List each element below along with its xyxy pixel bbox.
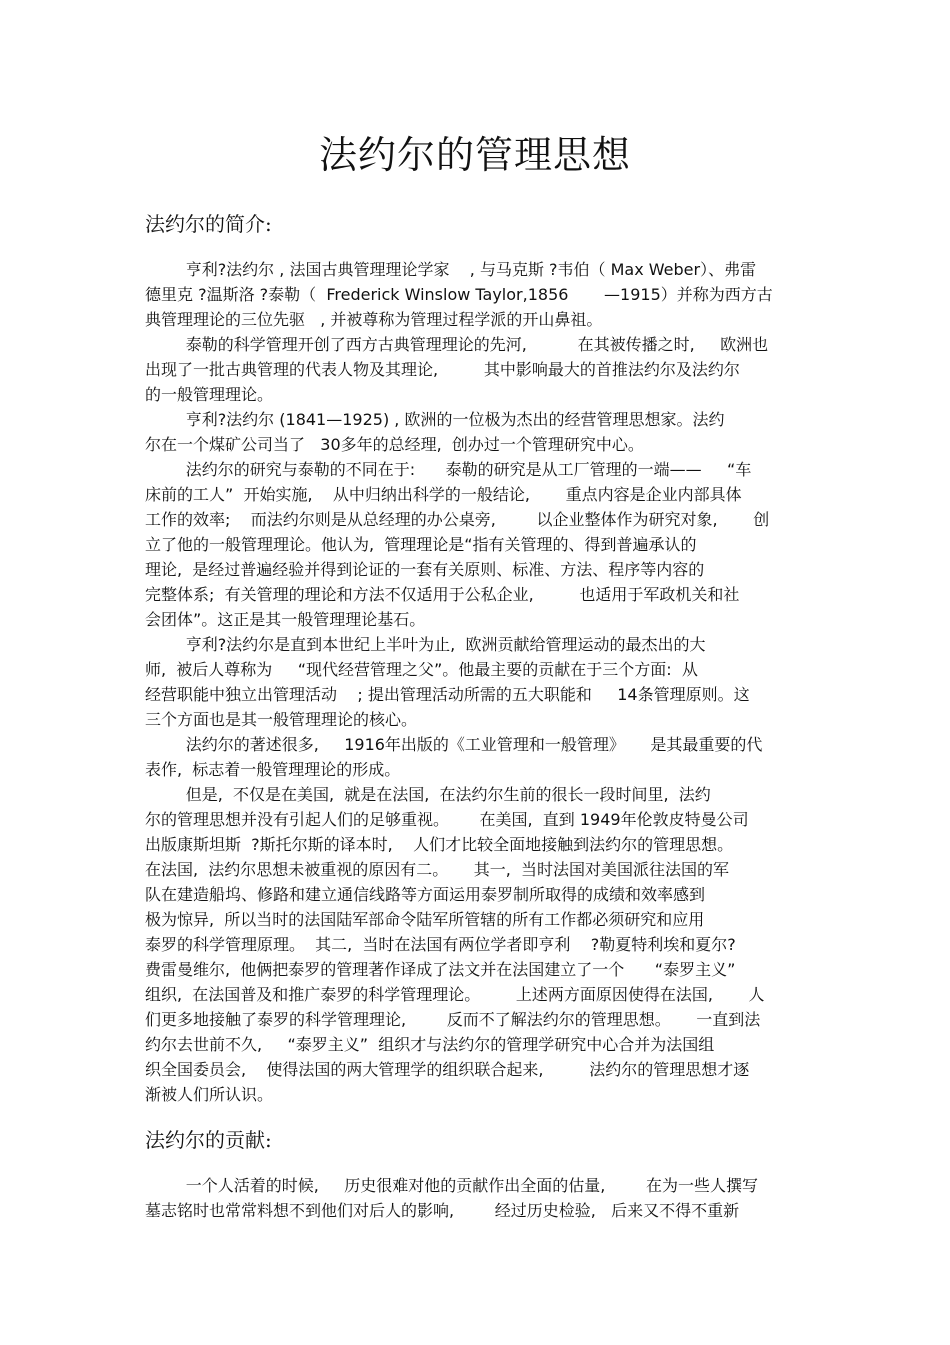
section-heading-contribution: 法约尔的贡献:: [145, 1128, 272, 1152]
text-line: 泰罗的科学管理原理。 其二, 当时在法国有两位学者即亨利 ?勒夏特利埃和夏尔?: [145, 935, 736, 954]
text-line: 经营职能中独立出管理活动 ; 提出管理活动所需的五大职能和 14条管理原则。这: [145, 685, 750, 704]
text-line: 床前的工人” 开始实施, 从中归纳出科学的一般结论, 重点内容是企业内部具体: [145, 485, 742, 504]
text-line: 极为惊异, 所以当时的法国陆军部命令陆军所管辖的所有工作都必须研究和应用: [145, 910, 705, 929]
text-line: 尔在一个煤矿公司当了 30多年的总经理, 创办过一个管理研究中心。: [145, 435, 644, 454]
text-line: 渐被人们所认识。: [145, 1085, 274, 1104]
text-line: 在法国, 法约尔思想未被重视的原因有二。 其一, 当时法国对美国派往法国的军: [145, 860, 729, 879]
text-line: 法约尔的著述很多, 1916年出版的《工业管理和一般管理》 是其最重要的代: [145, 735, 763, 754]
text-line: 工作的效率; 而法约尔则是从总经理的办公桌旁, 以企业整体作为研究对象, 创: [145, 510, 770, 529]
text-line: 出现了一批古典管理的代表人物及其理论, 其中影响最大的首推法约尔及法约尔: [145, 360, 740, 379]
text-line: 立了他的一般管理理论。他认为, 管理理论是“指有关管理的、得到普遍承认的: [145, 535, 697, 554]
text-line: 理论, 是经过普遍经验并得到论证的一套有关原则、标准、方法、程序等内容的: [145, 560, 705, 579]
text-line: 德里克 ?温斯洛 ?泰勒（ Frederick Winslow Taylor,1856 —1915）并称为西方古: [145, 285, 773, 304]
text-line: 亨利?法约尔 (1841—1925) , 欧洲的一位极为杰出的经营管理思想家。法约: [145, 410, 725, 429]
text-line: 典管理理论的三位先驱 , 并被尊称为管理过程学派的开山鼻祖。: [145, 310, 603, 329]
text-line: 法约尔的研究与泰勒的不同在于: 泰勒的研究是从工厂管理的一端—— “车: [145, 460, 752, 479]
page-title: 法约尔的管理思想: [318, 133, 631, 177]
text-line: 织全国委员会, 使得法国的两大管理学的组织联合起来, 法约尔的管理思想才逐: [145, 1060, 750, 1079]
text-line: 亨利?法约尔 , 法国古典管理理论学家 , 与马克斯 ?韦伯（ Max Weber）、弗雷: [145, 260, 757, 279]
text-line: 出版康斯坦斯 ?斯托尔斯的译本时, 人们才比较全面地接触到法约尔的管理思想。: [145, 835, 734, 854]
text-line: 们更多地接触了泰罗的科学管理理论, 反而不了解法约尔的管理思想。 一直到法: [145, 1010, 761, 1029]
text-line: 但是, 不仅是在美国, 就是在法国, 在法约尔生前的很长一段时间里, 法约: [145, 785, 711, 804]
text-line: 一个人活着的时候, 历史很难对他的贡献作出全面的估量, 在为一些人撰写: [145, 1176, 758, 1195]
text-line: 会团体”。这正是其一般管理理论基石。: [145, 610, 426, 629]
text-line: 尔的管理思想并没有引起人们的足够重视。 在美国, 直到 1949年伦敦皮特曼公司: [145, 810, 749, 829]
text-line: 的一般管理理论。: [145, 385, 274, 404]
text-line: 表作, 标志着一般管理理论的形成。: [145, 760, 401, 779]
section-heading-intro: 法约尔的简介:: [145, 212, 272, 236]
text-line: 组织, 在法国普及和推广泰罗的科学管理理论。 上述两方面原因使得在法国, 人: [145, 985, 765, 1004]
text-line: 队在建造船坞、修路和建立通信线路等方面运用泰罗制所取得的成绩和效率感到: [145, 885, 706, 904]
text-line: 完整体系; 有关管理的理论和方法不仅适用于公私企业, 也适用于军政机关和社: [145, 585, 740, 604]
text-line: 亨利?法约尔是直到本世纪上半叶为止, 欧洲贡献给管理运动的最杰出的大: [145, 635, 706, 654]
text-line: 费雷曼维尔, 他俩把泰罗的管理著作译成了法文并在法国建立了一个 “泰罗主义”: [145, 960, 736, 979]
text-line: 三个方面也是其一般管理理论的核心。: [145, 710, 418, 729]
text-line: 约尔去世前不久, “泰罗主义” 组织才与法约尔的管理学研究中心合并为法国组: [145, 1035, 715, 1054]
text-line: 泰勒的科学管理开创了西方古典管理理论的先河, 在其被传播之时, 欧洲也: [145, 335, 769, 354]
text-line: 墓志铭时也常常料想不到他们对后人的影响, 经过历史检验, 后来又不得不重新: [145, 1201, 740, 1220]
text-line: 师, 被后人尊称为 “现代经营管理之父”。他最主要的贡献在于三个方面: 从: [145, 660, 698, 679]
